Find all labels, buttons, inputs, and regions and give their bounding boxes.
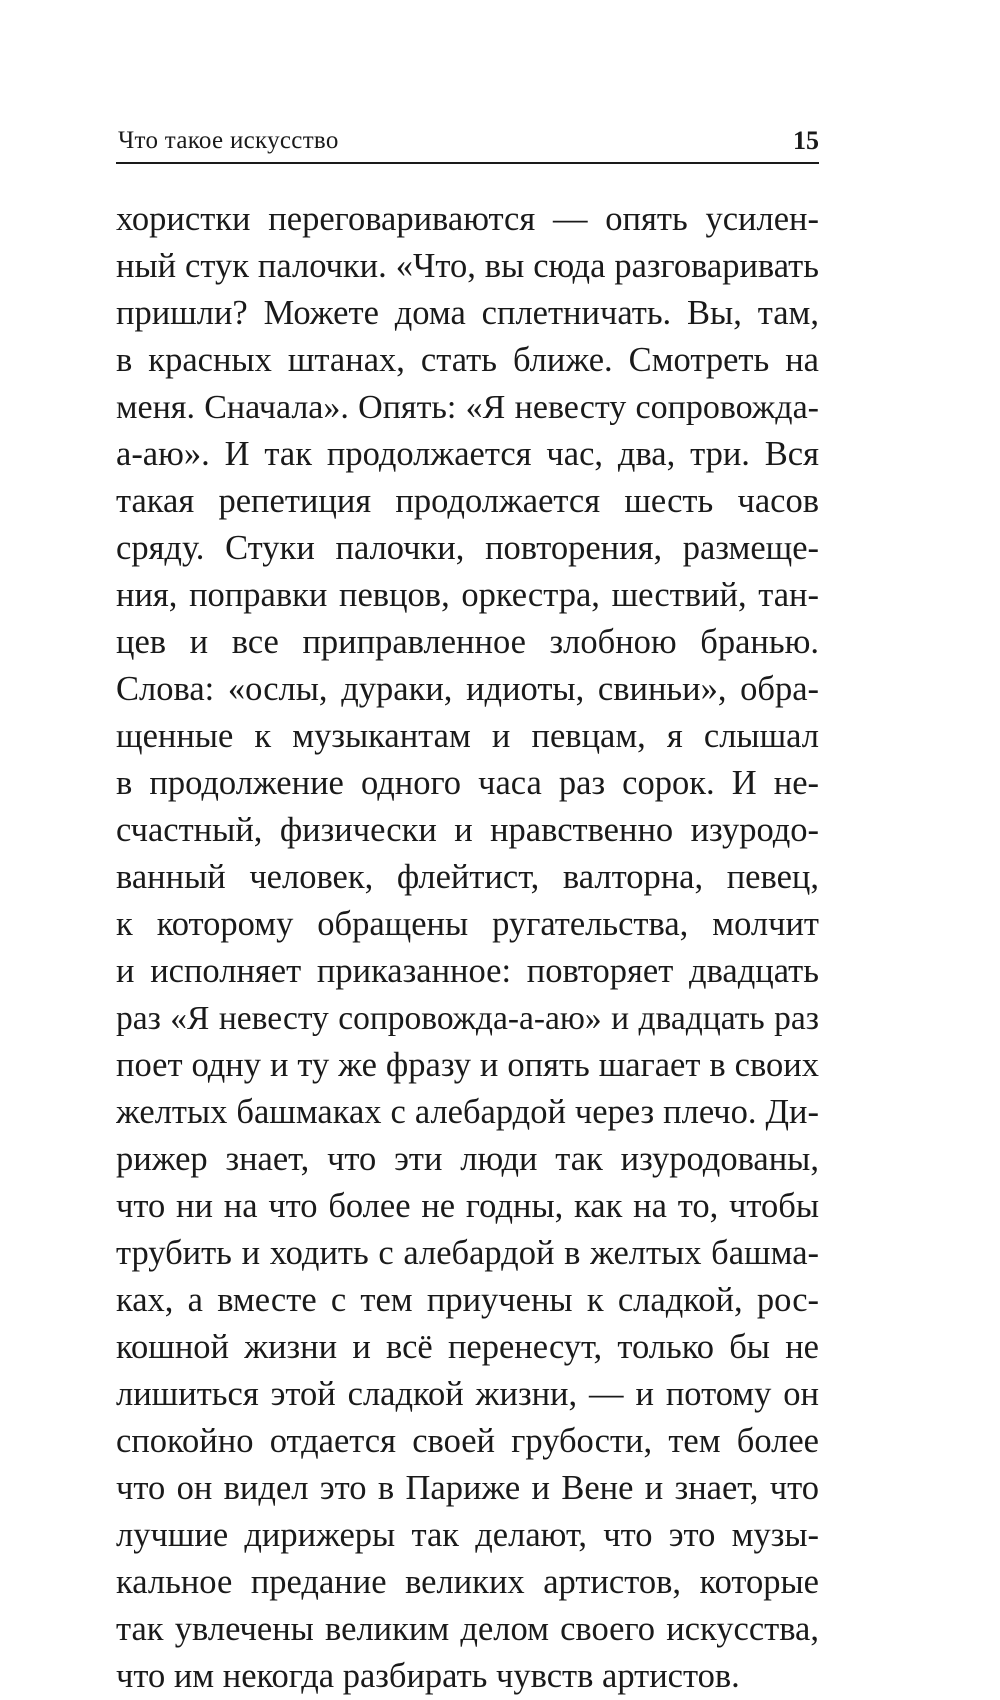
text-line: щенные к музыкантам и певцам, я слышал (116, 717, 819, 755)
text-line: хористки переговариваются — опять усилен- (116, 200, 819, 238)
text-line: ванный человек, флейтист, валторна, певец, (116, 858, 819, 896)
text-line: раз «Я невесту сопровожда-а-аю» и двадцать раз (116, 1000, 819, 1037)
body-paragraph (116, 196, 819, 1700)
text-line: такая репетиция продолжается шесть часов (116, 482, 819, 520)
text-line: ках, а вместе с тем приучены к сладкой, рос- (116, 1281, 819, 1319)
text-line: лишиться этой сладкой жизни, — и потому он (116, 1375, 819, 1413)
running-head (116, 118, 819, 164)
text-line: кошной жизни и всё перенесут, только бы не (116, 1328, 819, 1366)
text-line: ный стук палочки. «Что, вы сюда разговаривать (116, 247, 819, 285)
text-line: в продолжение одного часа раз сорок. И не- (116, 764, 819, 802)
text-line: так увлечены великим делом своего искусства, (116, 1610, 819, 1648)
text-line: желтых башмаках с алебардой через плечо. Ди- (116, 1093, 819, 1131)
page-number: 15 (793, 126, 819, 155)
text-line: ния, поправки певцов, оркестра, шествий, тан- (116, 576, 819, 614)
text-line: поет одну и ту же фразу и опять шагает в своих (116, 1046, 819, 1084)
text-line: к которому обращены ругательства, молчит (116, 905, 819, 943)
text-line: в красных штанах, стать ближе. Смотреть на (116, 341, 819, 379)
text-line: Слова: «ослы, дураки, идиоты, свиньи», обра- (116, 670, 819, 708)
text-line: меня. Сначала». Опять: «Я невесту сопровожда- (116, 389, 819, 426)
text-line: что он видел это в Париже и Вене и знает, что (116, 1469, 819, 1507)
chapter-title: Что такое искусство (118, 127, 339, 154)
text-line: сряду. Стуки палочки, повторения, размеще- (116, 529, 819, 567)
text-line: лучшие дирижеры так делают, что это музы- (116, 1516, 819, 1554)
text-line: пришли? Можете дома сплетничать. Вы, там, (116, 294, 819, 332)
text-line: кальное предание великих артистов, которые (116, 1563, 819, 1601)
text-line: трубить и ходить с алебардой в желтых башма- (116, 1234, 819, 1272)
text-line: спокойно отдается своей грубости, тем более (116, 1422, 819, 1460)
text-line: что ни на что более не годны, как на то, чтобы (116, 1187, 819, 1225)
text-line: цев и все приправленное злобною бранью. (116, 623, 819, 661)
text-line: счастный, физически и нравственно изуродо- (116, 811, 819, 849)
text-line: а-аю». И так продолжается час, два, три. Вся (116, 435, 819, 473)
text-line: рижер знает, что эти люди так изуродованы, (116, 1140, 819, 1178)
text-line: что им некогда разбирать чувств артистов. (116, 1657, 740, 1695)
text-line: и исполняет приказанное: повторяет двадцать (116, 952, 819, 990)
